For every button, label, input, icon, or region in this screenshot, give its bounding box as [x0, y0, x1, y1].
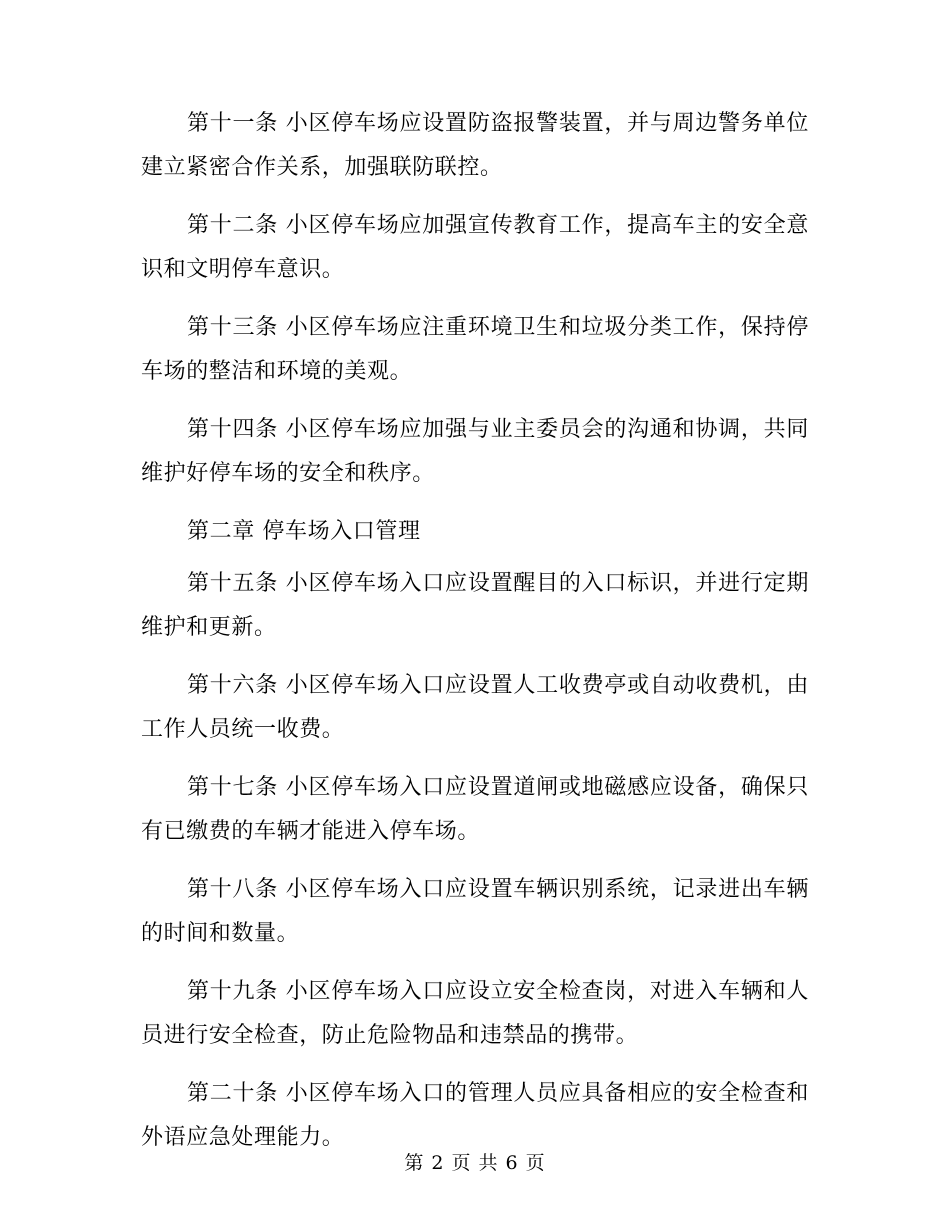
- article-18: 第十八条 小区停车场入口应设置车辆识别系统，记录进出车辆的时间和数量。: [141, 877, 809, 946]
- article-17: 第十七条 小区停车场入口应设置道闸或地磁感应设备，确保只有已缴费的车辆才能进入停车场。: [141, 775, 809, 844]
- article-20: 第二十条 小区停车场入口的管理人员应具备相应的安全检查和外语应急处理能力。: [141, 1081, 809, 1150]
- page-number-footer: 第 2 页 共 6 页: [404, 1152, 546, 1174]
- article-19: 第十九条 小区停车场入口应设立安全检查岗，对进入车辆和人员进行安全检查，防止危险物品和违禁品的携带。: [141, 979, 809, 1048]
- article-12: 第十二条 小区停车场应加强宣传教育工作，提高车主的安全意识和文明停车意识。: [141, 213, 809, 282]
- chapter-heading: 第二章 停车场入口管理: [187, 519, 421, 544]
- article-11: 第十一条 小区停车场应设置防盗报警装置，并与周边警务单位建立紧密合作关系，加强联防联控。: [141, 111, 809, 180]
- article-16: 第十六条 小区停车场入口应设置人工收费亭或自动收费机，由工作人员统一收费。: [141, 673, 809, 742]
- document-body: [141, 102, 809, 1174]
- article-15: 第十五条 小区停车场入口应设置醒目的入口标识，并进行定期维护和更新。: [141, 571, 809, 640]
- article-13: 第十三条 小区停车场应注重环境卫生和垃圾分类工作，保持停车场的整洁和环境的美观。: [141, 315, 809, 384]
- article-14: 第十四条 小区停车场应加强与业主委员会的沟通和协调，共同维护好停车场的安全和秩序。: [141, 417, 809, 486]
